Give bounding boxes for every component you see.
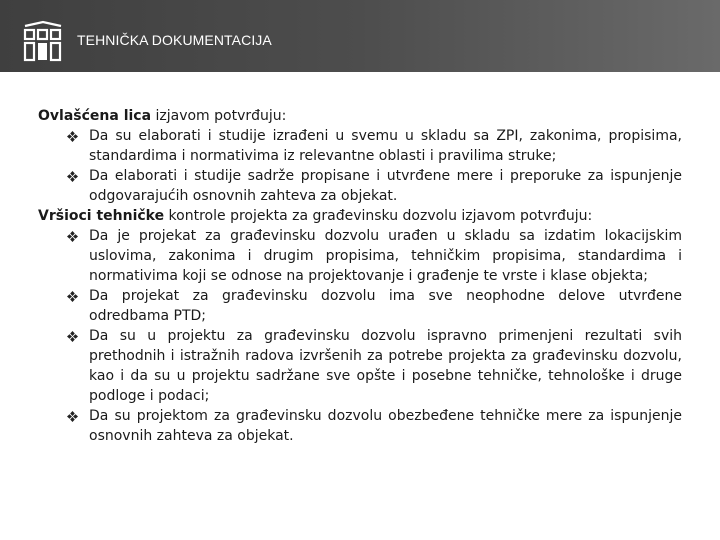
- diamond-bullet-icon: [67, 171, 78, 182]
- building-logo-icon: [23, 20, 63, 62]
- heading-bold: Vršioci tehničke: [38, 208, 165, 224]
- bullet-list: [38, 126, 682, 206]
- heading-rest: kontrole projekta za građevinsku dozvolu izjavom potvrđuju:: [164, 208, 593, 224]
- list-item: [38, 286, 682, 326]
- bullet-list: [38, 226, 682, 446]
- diamond-bullet-icon: [67, 231, 78, 242]
- list-item: [38, 166, 682, 206]
- document-body: [38, 106, 682, 446]
- diamond-bullet-icon: [67, 411, 78, 422]
- diamond-bullet-icon: [67, 131, 78, 142]
- heading-rest: izjavom potvrđuju:: [151, 108, 287, 124]
- list-item-text: Da su u projektu za građevinsku dozvolu ispravno primenjeni rezultati svih prethodnih i istražnih radova izvršenih za potrebe projekta za građevinsku dozvolu, kao i da su u projektu sadržane sve opšte i posebne tehničke, tehnološke i druge podloge i podaci;: [89, 328, 682, 404]
- diamond-bullet-icon: [67, 291, 78, 302]
- header-bar: [0, 0, 720, 72]
- list-item: [38, 126, 682, 166]
- list-item-text: Da je projekat za građevinsku dozvolu urađen u skladu sa izdatim lokacijskim uslovima, zakonima i drugim propisima, tehničkim propisima, standardima i normativima koji se odnose na projektovanje i građenje te vrste i klase objekta;: [89, 228, 682, 284]
- list-item-text: Da su elaborati i studije izrađeni u svemu u skladu sa ZPI, zakonima, propisima, standardima i normativima iz relevantne oblasti i pravilima struke;: [89, 128, 682, 164]
- section-heading-authorized-persons: [38, 106, 682, 126]
- diamond-bullet-icon: [67, 331, 78, 342]
- section-heading-technical-control: [38, 206, 682, 226]
- header-title: TEHNIČKA DOKUMENTACIJA: [77, 32, 272, 48]
- list-item-text: Da projekat za građevinsku dozvolu ima sve neophodne delove utvrđene odredbama PTD;: [89, 288, 682, 324]
- list-item: [38, 226, 682, 286]
- list-item: [38, 406, 682, 446]
- list-item-text: Da elaborati i studije sadrže propisane i utvrđene mere i preporuke za ispunjenje odgovarajućih osnovnih zahteva za objekat.: [89, 168, 682, 204]
- list-item: [38, 326, 682, 406]
- heading-bold: Ovlašćena lica: [38, 108, 152, 124]
- list-item-text: Da su projektom za građevinsku dozvolu obezbeđene tehničke mere za ispunjenje osnovnih zahteva za objekat.: [89, 408, 682, 444]
